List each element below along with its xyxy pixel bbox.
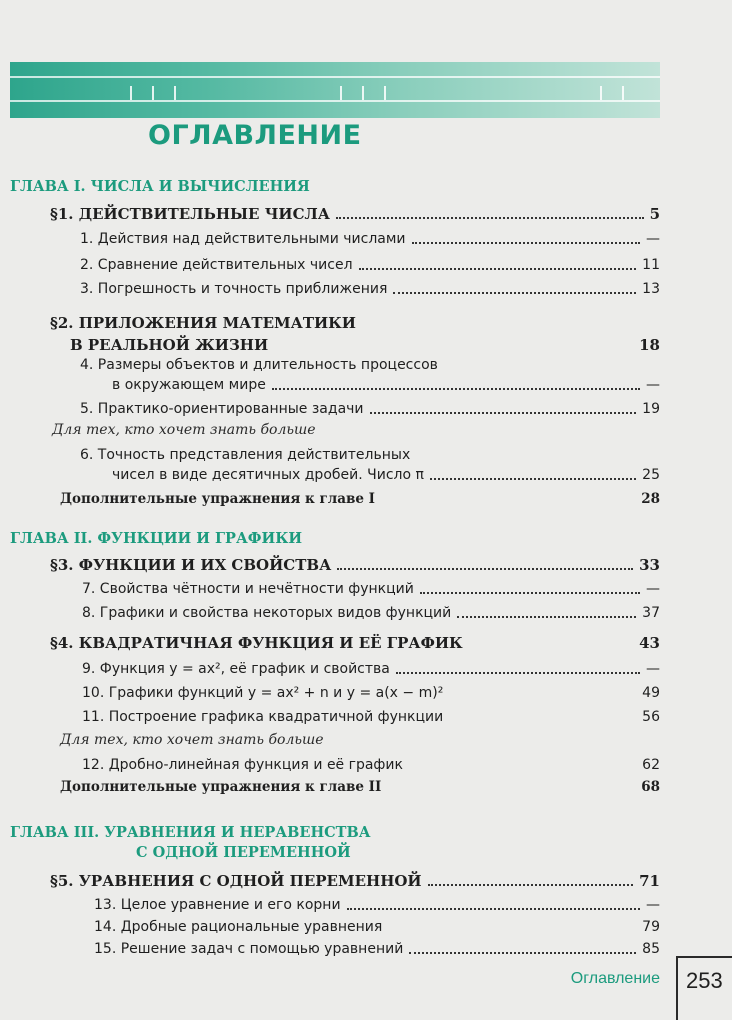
toc-page-number: 13 [642,281,660,297]
toc-section-1[interactable] [50,205,660,223]
toc-item-title: 8. Графики и свойства некоторых видов функций [82,605,452,621]
toc-item-title: 12. Дробно-линейная функция и её график [82,757,403,773]
toc-item-4-line1[interactable]: 4. Размеры объектов и длительность процессов [80,357,438,373]
chapter-3-heading-line2: С ОДНОЙ ПЕРЕМЕННОЙ [136,844,351,861]
toc-page-number: 68 [641,779,660,795]
dot-leader [428,884,634,886]
toc-section-title: §4. КВАДРАТИЧНАЯ ФУНКЦИЯ И ЕЁ ГРАФИК [50,634,463,652]
extra-reading-note: Для тех, кто хочет знать больше [52,422,316,438]
dot-leader [393,292,636,294]
toc-item-14[interactable] [94,918,660,936]
dot-leader [336,217,644,219]
toc-item-title: 3. Погрешность и точность приближения [80,281,388,297]
toc-item-10[interactable] [82,684,660,702]
toc-item-title: 5. Практико-ориентированные задачи [80,401,364,417]
toc-page-number: 37 [642,605,660,621]
header-band-line [10,100,660,102]
dot-leader [412,242,640,244]
toc-item-6[interactable] [112,466,660,484]
toc-item-15[interactable] [94,940,660,958]
toc-item-1[interactable] [80,230,660,248]
toc-page-number: 18 [639,336,660,354]
dot-leader [420,592,640,594]
toc-page-number: 11 [642,257,660,273]
toc-item-7[interactable] [82,580,660,598]
dot-leader [337,568,633,570]
toc-item-5[interactable] [80,400,660,418]
chapter-2-heading: ГЛАВА II. ФУНКЦИИ И ГРАФИКИ [10,530,303,547]
header-band-tick [340,86,342,100]
toc-page-number: 49 [642,685,660,701]
dot-leader [430,478,636,480]
toc-item-4[interactable] [112,376,660,394]
dot-leader [396,672,640,674]
dot-leader [347,908,640,910]
header-band-tick [384,86,386,100]
header-band-tick [174,86,176,100]
toc-page-number: 28 [641,491,660,507]
toc-page-number: — [646,581,660,597]
toc-item-title: 15. Решение задач с помощью уравнений [94,941,404,957]
toc-page-number: 43 [639,634,660,652]
toc-item-3[interactable] [80,280,660,298]
toc-item-title: 2. Сравнение действительных чисел [80,257,353,273]
toc-page-number: 5 [649,205,660,223]
chapter-3-heading: ГЛАВА III. УРАВНЕНИЯ И НЕРАВЕНСТВА [10,824,371,841]
toc-section-title: В РЕАЛЬНОЙ ЖИЗНИ [70,336,269,354]
header-band-tick [130,86,132,100]
toc-section-2-line1[interactable]: §2. ПРИЛОЖЕНИЯ МАТЕМАТИКИ [50,314,356,332]
dot-leader [359,268,637,270]
toc-section-title: §5. УРАВНЕНИЯ С ОДНОЙ ПЕРЕМЕННОЙ [50,872,422,890]
toc-section-title: §1. ДЕЙСТВИТЕЛЬНЫЕ ЧИСЛА [50,205,330,223]
toc-page-number: 79 [642,919,660,935]
toc-page-number: 85 [642,941,660,957]
toc-page-number: — [646,661,660,677]
toc-page-number: 56 [642,709,660,725]
toc-item-title: 9. Функция y = ax², её график и свойства [82,661,390,677]
dot-leader [457,616,636,618]
toc-section-title: §3. ФУНКЦИИ И ИХ СВОЙСТВА [50,556,332,574]
toc-page-number: — [646,897,660,913]
header-band [10,62,660,118]
toc-item-title: чисел в виде десятичных дробей. Число π [112,467,424,483]
toc-item-title: 7. Свойства чётности и нечётности функций [82,581,414,597]
toc-page-number: — [646,231,660,247]
toc-extra-exercises-2[interactable] [60,778,660,796]
toc-item-9[interactable] [82,660,660,678]
dot-leader [370,412,637,414]
toc-item-title: Дополнительные упражнения к главе I [60,491,375,507]
dot-leader [409,952,636,954]
toc-page-number: 33 [639,556,660,574]
page-number: 253 [686,968,723,993]
toc-item-title: в окружающем мире [112,377,266,393]
dot-leader [272,388,640,390]
toc-extra-exercises-1[interactable] [60,490,660,508]
toc-page-number: 71 [639,872,660,890]
toc-section-4[interactable] [50,634,660,652]
toc-item-6-line1[interactable]: 6. Точность представления действительных [80,447,411,463]
toc-item-title: Дополнительные упражнения к главе II [60,779,382,795]
toc-item-13[interactable] [94,896,660,914]
toc-section-2[interactable] [70,336,660,354]
toc-page-number: 25 [642,467,660,483]
header-band-tick [600,86,602,100]
toc-item-title: 1. Действия над действительными числами [80,231,406,247]
toc-item-title: 11. Построение графика квадратичной функции [82,709,444,725]
toc-item-title: 13. Целое уравнение и его корни [94,897,341,913]
header-band-tick [152,86,154,100]
footer-section-label: Оглавление [570,970,660,987]
chapter-1-heading: ГЛАВА I. ЧИСЛА И ВЫЧИСЛЕНИЯ [10,178,310,195]
toc-page-number: — [646,377,660,393]
toc-item-11[interactable] [82,708,660,726]
header-band-tick [362,86,364,100]
toc-section-5[interactable] [50,872,660,890]
toc-page-number: 62 [642,757,660,773]
toc-page-number: 19 [642,401,660,417]
toc-item-12[interactable] [82,756,660,774]
toc-item-8[interactable] [82,604,660,622]
toc-item-title: 10. Графики функций y = ax² + n и y = a(x − m)² [82,685,444,701]
extra-reading-note: Для тех, кто хочет знать больше [60,732,324,748]
header-band-tick [622,86,624,100]
toc-section-3[interactable] [50,556,660,574]
page-title: ОГЛАВЛЕНИЕ [148,120,362,151]
toc-item-2[interactable] [80,256,660,274]
toc-item-title: 14. Дробные рациональные уравнения [94,919,383,935]
header-band-line [10,76,660,78]
page-number-box [676,956,732,1020]
